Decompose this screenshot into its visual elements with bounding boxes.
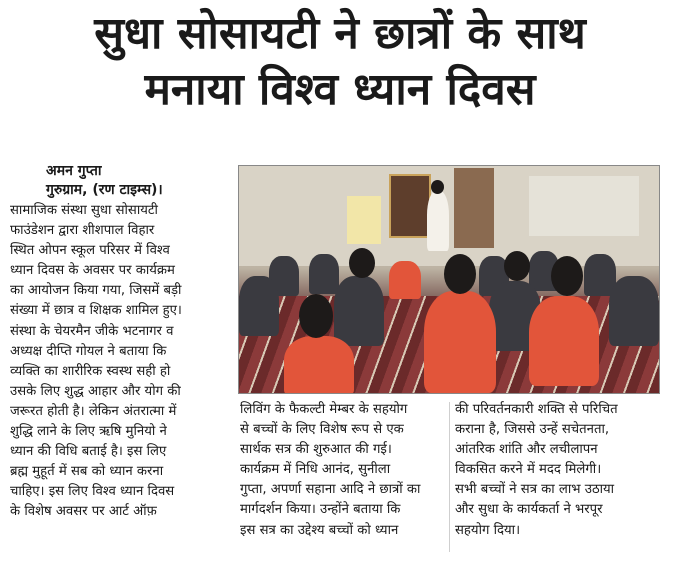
photo-head <box>349 248 375 278</box>
text-line: सार्थक सत्र की शुरुआत की गई। <box>240 442 392 458</box>
text-line: शुद्धि लाने के लिए ऋषि मुनियो ने <box>10 424 167 440</box>
text-line: उसके लिए शुद्ध आहार और योग की <box>10 383 181 399</box>
text-line: संख्या में छात्र व शिक्षक शामिल हुए। <box>10 303 182 319</box>
photo-door <box>454 168 494 248</box>
photo-person-instructor <box>427 191 449 251</box>
photo-person <box>529 296 599 386</box>
byline-place: गुरुग्राम, (रण टाइम्स)। <box>46 182 163 198</box>
text-line: व्यक्ति का शारीरिक स्वस्थ सही हो <box>10 363 171 379</box>
headline-line-2: मनाया विश्व ध्यान दिवस <box>144 64 536 115</box>
text-line: कराना है, जिससे उन्हें सचेतनता, <box>455 422 610 438</box>
photo-head <box>504 251 530 281</box>
text-line: फाउंडेशन द्वारा शीशपाल विहार <box>10 223 155 239</box>
photo-person <box>239 276 279 336</box>
article-column-1 <box>10 201 232 523</box>
photo-head <box>551 256 583 296</box>
text-line: इस सत्र का उद्देश्य बच्चों को ध्यान <box>240 522 399 538</box>
byline-author: अमन गुप्ता <box>46 163 102 179</box>
text-line: जरूरत होती है। लेकिन अंतरात्मा में <box>10 403 177 419</box>
headline <box>0 6 680 118</box>
text-line: की परिवर्तनकारी शक्ति से परिचित <box>455 402 618 417</box>
photo-window <box>529 176 639 236</box>
photo-person <box>284 336 354 394</box>
text-line: ब्रह्म मुहूर्त में सब को ध्यान करना <box>10 464 164 480</box>
event-photo <box>238 165 660 394</box>
text-line: सहयोग दिया। <box>455 522 521 538</box>
photo-poster <box>347 196 381 244</box>
article-column-2 <box>240 400 445 541</box>
photo-person <box>424 291 496 393</box>
text-line: संस्था के चेयरमैन जीके भटनागर व <box>10 323 174 339</box>
text-line: से बच्चों के लिए विशेष रूप से एक <box>240 422 404 438</box>
photo-head <box>431 180 444 194</box>
photo-head <box>444 254 476 294</box>
photo-person <box>334 276 384 346</box>
photo-head <box>299 294 333 338</box>
article-column-3 <box>455 400 670 541</box>
text-line: आंतरिक शांति और लचीलापन <box>455 442 598 458</box>
text-line: का आयोजन किया गया, जिसमें बड़ी <box>10 283 182 299</box>
text-line: सामाजिक संस्था सुधा सोसायटी <box>10 203 158 218</box>
text-line: चाहिए। इस लिए विश्व ध्यान दिवस <box>10 484 175 500</box>
photo-person <box>609 276 659 346</box>
text-line: अध्यक्ष दीप्ति गोयल ने बताया कि <box>10 343 167 359</box>
text-line: स्थित ओपन स्कूल परिसर में विश्व <box>10 243 170 259</box>
text-line: और सुधा के कार्यकर्ता ने भरपूर <box>455 502 603 518</box>
photo-person <box>389 261 421 299</box>
column-divider <box>449 402 450 552</box>
text-line: विकसित करने में मदद मिलेगी। <box>455 462 602 478</box>
text-line: लिविंग के फैकल्टी मेम्बर के सहयोग <box>240 402 408 417</box>
photo-person <box>309 254 339 294</box>
photo-banner <box>389 174 431 238</box>
text-line: ध्यान दिवस के अवसर पर कार्यक्रम <box>10 263 175 279</box>
headline-line-1: सुधा सोसायटी ने छात्रों के साथ <box>94 8 586 59</box>
text-line: सभी बच्चों ने सत्र का लाभ उठाया <box>455 482 615 498</box>
text-line: मार्गदर्शन किया। उन्होंने बताया कि <box>240 502 401 518</box>
text-line: गुप्ता, अपर्णा सहाना आदि ने छात्रों का <box>240 482 421 498</box>
text-line: ध्यान की विधि बताई है। इस लिए <box>10 444 167 460</box>
text-line: कार्यक्रम में निधि आनंद, सुनीला <box>240 462 391 478</box>
text-line: के विशेष अवसर पर आर्ट ऑफ़ <box>10 504 157 520</box>
